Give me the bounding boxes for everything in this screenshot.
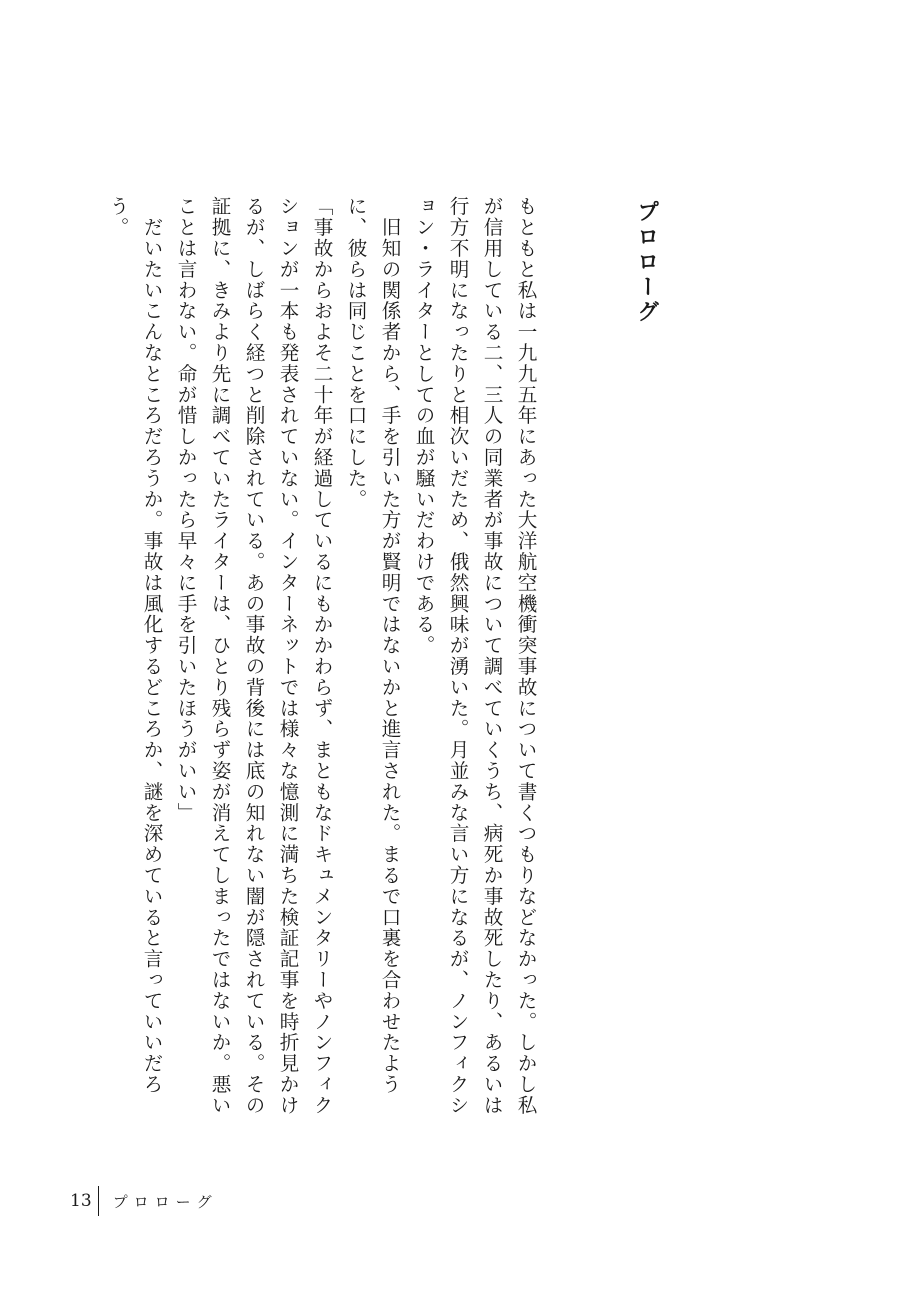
paragraph: 「事故からおよそ二十年が経過しているにもかかわらず、まともなドキュメンタリーやノンフィクションが一本も発表されていない。インターネットでは様々な憶測に満ちた検証記事を時折見かけるが、しばらく経つと削除されている。あの事故の背後には底の知れない闇が隠されている。その証拠に、きみより先に調べていたライターは、ひとり残らず姿が消えてしまったではないか。悪いことは言わない。命が惜しかったら早々に手を引いたほうがいい」 bbox=[174, 196, 333, 1116]
paragraph: もともと私は一九九五年にあった大洋航空機衝突事故について書くつもりなどなかった。しかし私が信用している二、三人の同業者が事故について調べていくうち、病死か事故死したり、あるいは行方不明になったりと相次いだため、俄然興味が湧いた。月並みな言い方になるが、ノンフィクション・ライターとしての血が騒いだわけである。 bbox=[412, 196, 537, 1116]
running-head: プロローグ bbox=[112, 1192, 218, 1211]
chapter-title: プロローグ bbox=[633, 200, 660, 325]
paragraph: だいたいこんなところだろうか。事故は風化するどころか、謎を深めていると言っていいだろう。 bbox=[106, 196, 163, 1095]
paragraph: 旧知の関係者から、手を引いた方が賢明ではないかと進言された。まるで口裏を合わせたように、彼らは同じことを口にした。 bbox=[344, 196, 401, 1095]
footer-divider bbox=[98, 1186, 99, 1216]
body-text bbox=[100, 196, 542, 1126]
page-footer bbox=[70, 1184, 218, 1218]
page-number: 13 bbox=[70, 1191, 92, 1211]
